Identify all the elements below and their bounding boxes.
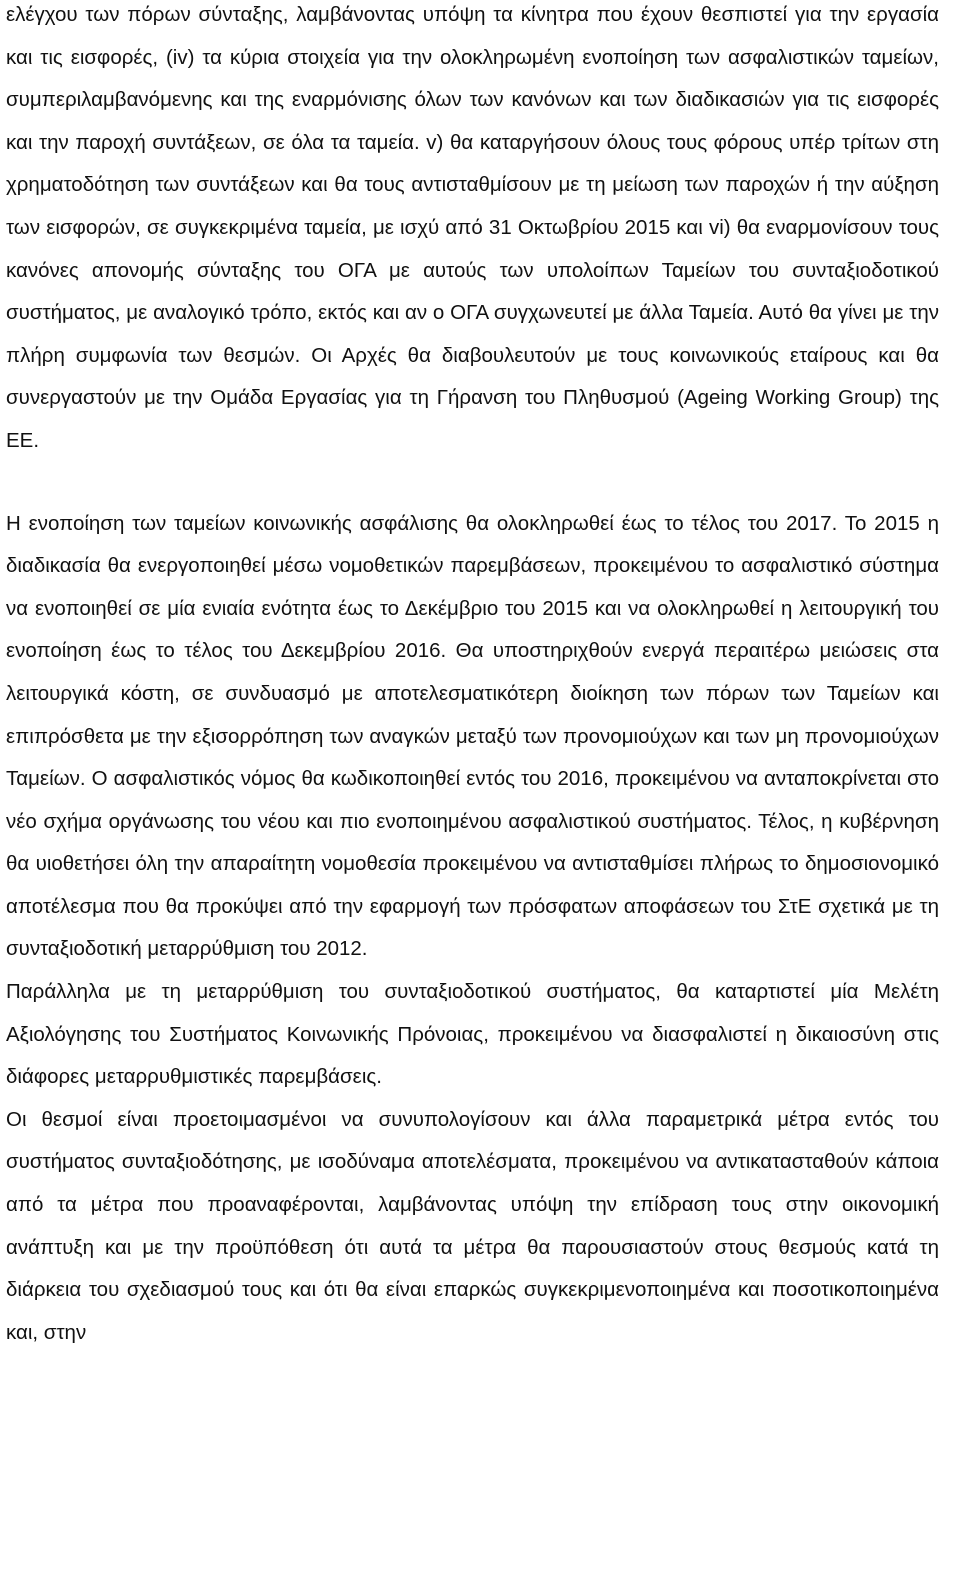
- paragraph-welfare-evaluation-study: Παράλληλα με τη μεταρρύθμιση του συνταξιοδοτικού συστήματος, θα καταρτιστεί μία Μελέτη Αξιολόγησης του Συστήματος Κοινωνικής Πρόνοιας, προκειμένου να διασφαλιστεί η δικαιοσύνη στις διάφορες μεταρρυθμιστικές παρεμβάσεις.: [6, 980, 939, 1089]
- document-page: [6, 0, 939, 1354]
- paragraph-pension-reform-details: ελέγχου των πόρων σύνταξης, λαμβάνοντας υπόψη τα κίνητρα που έχουν θεσπιστεί για την εργασία και τις εισφορές, (iv) τα κύρια στοιχεία για την ολοκληρωμένη ενοποίηση των ασφαλιστικών ταμείων, συμπεριλαμβανόμενης και της εναρμόνισης όλων των κανόνων και των διαδικασιών για τις εισφορές και την παροχή συντάξεων, σε όλα τα ταμεία. v) θα καταργήσουν όλους τους φόρους υπέρ τρίτων στη χρηματοδότηση των συντάξεων και θα τους αντισταθμίσουν με τη μείωση των παροχών ή την αύξηση των εισφορών, σε συγκεκριμένα ταμεία, με ισχύ από 31 Οκτωβρίου 2015 και vi) θα εναρμονίσουν τους κανόνες απονομής σύνταξης του ΟΓΑ με αυτούς των υπολοίπων Ταμείων του συνταξιοδοτικού συστήματος, με αναλογικό τρόπο, εκτός και αν ο ΟΓΑ συγχωνευτεί με άλλα Ταμεία. Αυτό θα γίνει με την πλήρη συμφωνία των θεσμών. Οι Αρχές θα διαβουλευτούν με τους κοινωνικούς εταίρους και θα συνεργαστούν με την Ομάδα Εργασίας για τη Γήρανση του Πληθυσμού (Ageing Working Group) της ΕΕ.: [6, 3, 939, 452]
- paragraph-parametric-measures: Οι θεσμοί είναι προετοιμασμένοι να συνυπολογίσουν και άλλα παραμετρικά μέτρα εντός του συστήματος συνταξιοδότησης, με ισοδύναμα αποτελέσματα, προκειμένου να αντικατασταθούν κάποια από τα μέτρα που προαναφέρονται, λαμβάνοντας υπόψη την επίδραση τους στην οικονομική ανάπτυξη και με την προϋπόθεση ότι αυτά τα μέτρα θα παρουσιαστούν στους θεσμούς κατά τη διάρκεια του σχεδιασμού τους και ότι θα είναι επαρκώς συγκεκριμενοποιημένα και ποσοτικοποιημένα και, στην: [6, 1107, 939, 1344]
- paragraph-fund-consolidation: Η ενοποίηση των ταμείων κοινωνικής ασφάλισης θα ολοκληρωθεί έως το τέλος του 2017. Το 2015 η διαδικασία θα ενεργοποιηθεί μέσω νομοθετικών παρεμβάσεων, προκειμένου το ασφαλιστικό σύστημα να ενοποιηθεί σε μία ενιαία ενότητα έως το Δεκέμβριο του 2015 και να ολοκληρωθεί η λειτουργική του ενοποίηση έως το τέλος του Δεκεμβρίου 2016. Θα υποστηριχθούν ενεργά περαιτέρω μειώσεις στα λειτουργικά κόστη, σε συνδυασμό με αποτελεσματικότερη διοίκηση των πόρων των Ταμείων και επιπρόσθετα με την εξισορρόπηση των αναγκών μεταξύ των προνομιούχων και των μη προνομιούχων Ταμείων. Ο ασφαλιστικός νόμος θα κωδικοποιηθεί εντός του 2016, προκειμένου να ανταποκρίνεται στο νέο σχήμα οργάνωσης του νέου και πιο ενοποιημένου ασφαλιστικού συστήματος. Τέλος, η κυβέρνηση θα υιοθετήσει όλη την απαραίτητη νομοθεσία προκειμένου να αντισταθμίσει πλήρως το δημοσιονομικό αποτέλεσμα που θα προκύψει από την εφαρμογή των πρόσφατων αποφάσεων του ΣτΕ σχετικά με τη συνταξιοδοτική μεταρρύθμιση του 2012.: [6, 511, 939, 961]
- paragraph-spacer: [6, 463, 939, 503]
